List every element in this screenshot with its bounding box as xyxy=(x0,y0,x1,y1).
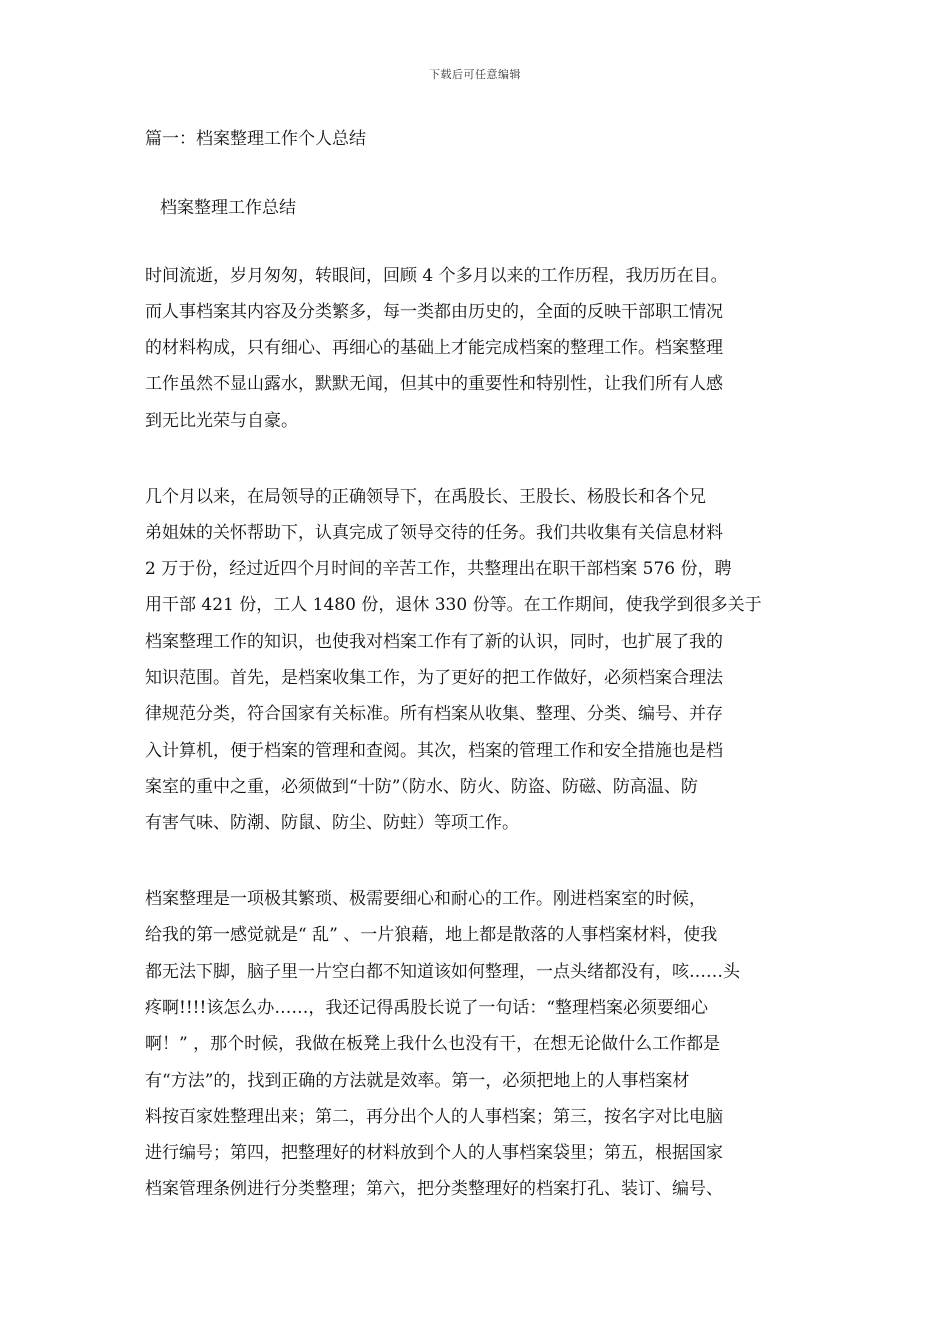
paragraph-3-line-5: 啊！” ，那个时候，我做在板凳上我什么也没有干，在想无论做什么工作都是 xyxy=(145,1034,721,1054)
paragraph-2-line-4: 用干部 421 份，工人 1480 份，退休 330 份等。在工作期间，使我学到很多关于 xyxy=(145,595,762,615)
document-title: 档案整理工作总结 xyxy=(160,198,296,218)
paragraph-3-line-6: 有“方法”的，找到正确的方法就是效率。第一，必须把地上的人事档案材 xyxy=(145,1071,690,1091)
paragraph-2-line-10: 有害气味、防潮、防鼠、防尘、防蛀）等项工作。 xyxy=(145,813,519,833)
paragraph-3-line-2: 给我的第一感觉就是“ 乱” 、一片狼藉，地上都是散落的人事档案材料，使我 xyxy=(145,925,718,945)
paragraph-3-line-4: 疼啊!!!!该怎么办……，我还记得禹股长说了一句话：“整理档案必须要细心 xyxy=(145,998,709,1018)
paragraph-2-line-5: 档案整理工作的知识，也使我对档案工作有了新的认识，同时，也扩展了我的 xyxy=(145,632,723,652)
paragraph-1-line-4: 工作虽然不显山露水，默默无闻，但其中的重要性和特别性，让我们所有人感 xyxy=(145,374,723,394)
paragraph-2-line-3: 2 万于份，经过近四个月时间的辛苦工作，共整理出在职干部档案 576 份，聘 xyxy=(145,559,732,579)
page-header-note: 下载后可任意编辑 xyxy=(429,68,521,81)
paragraph-2-line-1: 几个月以来，在局领导的正确领导下，在禹股长、王股长、杨股长和各个兄 xyxy=(145,487,706,507)
paragraph-3-line-8: 进行编号；第四，把整理好的材料放到个人的人事档案袋里；第五，根据国家 xyxy=(145,1143,723,1163)
paragraph-3-line-3: 都无法下脚，脑子里一片空白都不知道该如何整理，一点头绪都没有，咳……头 xyxy=(145,962,740,982)
paragraph-3-line-7: 料按百家姓整理出来；第二，再分出个人的人事档案；第三，按名字对比电脑 xyxy=(145,1107,723,1127)
paragraph-2-line-7: 律规范分类，符合国家有关标准。所有档案从收集、整理、分类、编号、并存 xyxy=(145,704,723,724)
paragraph-3-line-9: 档案管理条例进行分类整理；第六，把分类整理好的档案打孔、装订、编号、 xyxy=(145,1179,723,1199)
paragraph-1-line-5: 到无比光荣与自豪。 xyxy=(145,411,298,431)
paragraph-3-line-1: 档案整理是一项极其繁琐、极需要细心和耐心的工作。刚进档案室的时候， xyxy=(145,889,706,909)
paragraph-1-line-3: 的材料构成，只有细心、再细心的基础上才能完成档案的整理工作。档案整理 xyxy=(145,338,723,358)
paragraph-2-line-9: 案室的重中之重，必须做到“十防”（防水、防火、防盗、防磁、防高温、防 xyxy=(145,777,698,797)
paragraph-2-line-8: 入计算机，便于档案的管理和查阅。其次，档案的管理工作和安全措施也是档 xyxy=(145,741,723,761)
paragraph-2-line-2: 弟姐妹的关怀帮助下，认真完成了领导交待的任务。我们共收集有关信息材料 xyxy=(145,523,723,543)
paragraph-1-line-1: 时间流逝，岁月匆匆，转眼间，回顾 4 个多月以来的工作历程，我历历在目。 xyxy=(145,266,728,286)
paragraph-2-line-6: 知识范围。首先，是档案收集工作，为了更好的把工作做好，必须档案合理法 xyxy=(145,668,723,688)
paragraph-1-line-2: 而人事档案其内容及分类繁多，每一类都由历史的，全面的反映干部职工情况 xyxy=(145,302,723,322)
section-title: 篇一：档案整理工作个人总结 xyxy=(145,129,366,149)
